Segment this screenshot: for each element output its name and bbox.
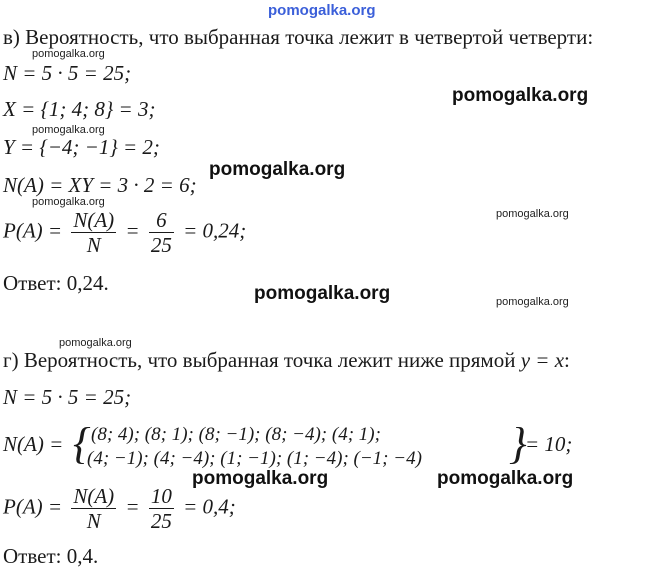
watermark-big: pomogalka.org [209,159,346,180]
part-g-heading [3,347,570,373]
part-g-fraction-value [149,484,174,533]
fraction-denominator: 25 [150,233,172,257]
equals-sign: = [125,494,140,519]
equals-sign: = [125,218,140,243]
part-g-fraction-na-n [71,484,116,533]
part-g-pa-rhs: = 0,4; [183,494,236,519]
watermark-small: pomogalka.org [496,208,569,220]
watermark-big: pomogalka.org [452,85,589,106]
right-brace: } [509,419,527,468]
part-v-fraction-na-n [71,208,116,257]
part-v-pa-lhs: P(A) = [3,218,63,243]
part-g-pa-lhs: P(A) = [3,494,63,519]
part-g-line-n: N = 5 · 5 = 25; [3,385,132,409]
fraction-numerator: N(A) [73,208,115,232]
part-v-line-na: N(A) = XY = 3 · 2 = 6; [3,173,197,197]
part-g-heading-math: y = x [520,348,565,372]
part-g-set-row-1: (8; 4); (8; 1); (8; −1); (8; −4); (4; 1); [91,424,381,445]
part-v-line-y: Y = {−4; −1} = 2; [3,135,160,159]
watermark-small: pomogalka.org [496,296,569,308]
left-brace: { [73,419,91,468]
part-v-answer: Ответ: 0,24. [3,271,109,295]
watermark-big: pomogalka.org [192,468,329,489]
part-v-pa-rhs: = 0,24; [183,218,247,243]
watermark-top: pomogalka.org [268,2,376,19]
part-g-answer: Ответ: 0,4. [3,544,99,568]
watermark-small: pomogalka.org [32,124,105,136]
part-v-heading: в) Вероятность, что выбранная точка лежит в четвертой четверти: [3,25,594,49]
watermark-big: pomogalka.org [254,283,391,304]
fraction-numerator: 6 [149,208,174,233]
fraction-denominator: N [86,233,101,257]
watermark-small: pomogalka.org [59,337,132,349]
watermark-big: pomogalka.org [437,468,574,489]
part-v-line-x: X = {1; 4; 8} = 3; [3,97,156,121]
watermark-small: pomogalka.org [32,48,105,60]
fraction-denominator: 25 [150,509,172,533]
fraction-numerator: 10 [150,484,172,508]
part-g-probability-line [3,484,236,533]
watermark-small: pomogalka.org [32,196,105,208]
fraction-numerator: N(A) [73,484,115,508]
part-g-heading-text: г) Вероятность, что выбранная точка лежит ниже прямой [3,348,521,372]
part-g-na-lhs: N(A) = [3,432,64,456]
part-g-heading-end: : [564,348,570,372]
part-g-na-rhs: = 10; [525,432,573,456]
part-v-line-n: N = 5 · 5 = 25; [3,61,132,85]
part-v-probability-line [3,208,246,257]
fraction-denominator: N [86,509,101,533]
part-v-fraction-value [149,208,174,257]
part-g-set-row-2: (4; −1); (4; −4); (1; −1); (1; −4); (−1; −4) [87,448,422,469]
